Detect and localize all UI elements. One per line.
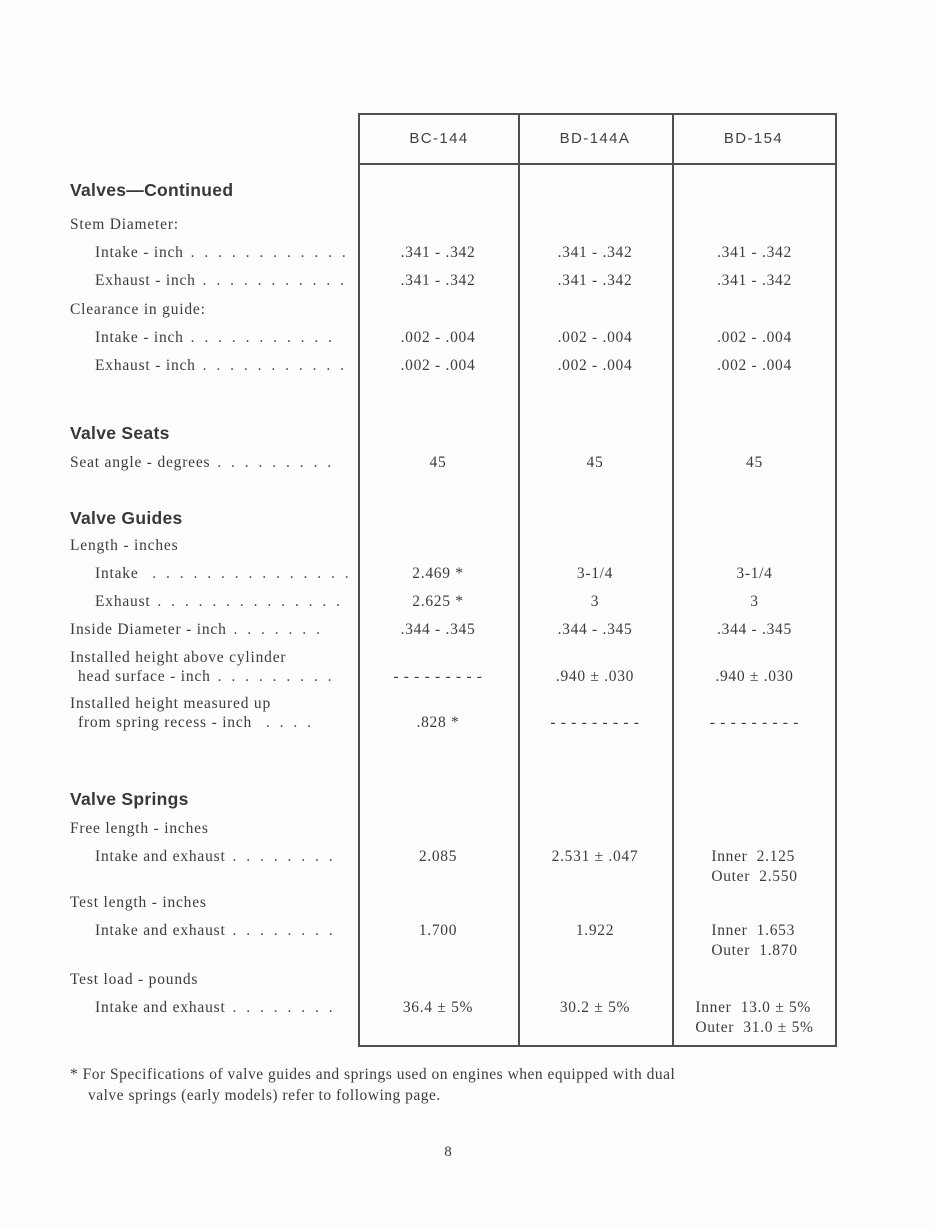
inner-outer-values — [695, 998, 813, 1037]
spec-label: Seat angle - degrees . . . . . . . . . — [70, 454, 335, 471]
page-number: 8 — [444, 1144, 452, 1160]
dot-leader: . . . . . . . . . . . — [183, 329, 335, 346]
value-bd154: .002 - .004 — [717, 329, 792, 346]
section-heading-valve-seats: Valve Seats — [70, 423, 170, 443]
spec-row-clearance-exhaust — [70, 356, 860, 376]
value-bc144: .344 - .345 — [400, 621, 476, 638]
value-bd154: - - - - - - - - - — [709, 714, 800, 731]
section-heading-valves: Valves—Continued — [70, 180, 234, 200]
dot-leader: . . . . — [252, 714, 314, 731]
spec-row-test-load — [70, 998, 860, 1040]
value-bc144: 2.469 * — [412, 565, 464, 582]
group-label-test-load: Test load - pounds — [70, 971, 199, 988]
dot-leader: . . . . . . . . . . . . . . . — [138, 565, 352, 582]
dot-leader: . . . . . . . . — [225, 922, 336, 939]
value-bd144a: 3-1/4 — [576, 565, 614, 582]
spec-row-clearance-intake — [70, 328, 860, 348]
dot-leader: . . . . . . . . . — [210, 454, 335, 471]
group-label-clearance: Clearance in guide: — [70, 301, 206, 318]
spec-row-stem-intake — [70, 243, 860, 263]
dot-leader: . . . . . . . . — [225, 999, 336, 1016]
spec-row-installed-height-recess — [70, 694, 860, 734]
spec-row-length-intake — [70, 564, 860, 584]
dot-leader: . . . . . . . . — [225, 848, 336, 865]
spec-label: Intake and exhaust . . . . . . . . — [95, 848, 336, 865]
spec-row-inside-diameter — [70, 620, 860, 640]
value-bd154: .341 - .342 — [717, 272, 792, 289]
value-bd154: .002 - .004 — [717, 357, 792, 374]
value-bd144a: 45 — [586, 454, 604, 471]
value-bd154: .344 - .345 — [717, 621, 792, 638]
value-bd144a: 2.531 ± .047 — [551, 848, 639, 865]
spec-label-line2: from spring recess - inch . . . . — [78, 714, 314, 731]
inner-outer-values — [711, 921, 797, 960]
spec-row-stem-exhaust — [70, 271, 860, 291]
spec-label: Intake - inch . . . . . . . . . . . — [95, 329, 335, 346]
footnote-line1: * For Specifications of valve guides and springs used on engines when equipped with dual — [70, 1066, 676, 1083]
spec-row-length-exhaust — [70, 592, 860, 612]
dot-leader: . . . . . . . . . — [210, 668, 335, 685]
value-bd154: 3 — [750, 593, 759, 610]
value-bd154 — [672, 921, 837, 961]
spec-label: Exhaust - inch . . . . . . . . . . . — [95, 272, 347, 289]
value-bc144: 1.700 — [418, 922, 458, 939]
outer-value: Outer 1.870 — [711, 941, 798, 959]
value-bc144: 2.625 * — [412, 593, 464, 610]
value-bd144a: .341 - .342 — [557, 244, 633, 261]
inner-value: Inner 2.125 — [711, 848, 796, 865]
dot-leader: . . . . . . . — [226, 621, 323, 638]
value-bd144a: .002 - .004 — [557, 357, 633, 374]
spec-label: Intake and exhaust . . . . . . . . — [95, 999, 336, 1016]
value-bd144a: - - - - - - - - - — [550, 714, 640, 731]
value-bd154: 45 — [746, 454, 763, 471]
dot-leader: . . . . . . . . . . . . — [183, 244, 349, 261]
value-bc144: .341 - .342 — [400, 272, 476, 289]
inner-value: Inner 1.653 — [711, 922, 796, 939]
column-header-bd144a: BD-144A — [559, 130, 631, 147]
value-bc144: 2.085 — [418, 848, 458, 865]
spec-label: Inside Diameter - inch . . . . . . . — [70, 621, 323, 638]
dot-leader: . . . . . . . . . . . — [195, 357, 347, 374]
spec-row-test-length — [70, 921, 860, 961]
spec-label: Intake - inch . . . . . . . . . . . . — [95, 244, 349, 261]
inner-outer-values — [711, 847, 797, 886]
value-bc144: .002 - .004 — [400, 329, 476, 346]
dot-leader: . . . . . . . . . . . — [195, 272, 347, 289]
outer-value: Outer 31.0 ± 5% — [695, 1018, 814, 1036]
value-bd154: .940 ± .030 — [715, 668, 794, 685]
spec-label: Intake . . . . . . . . . . . . . . . — [95, 565, 352, 582]
value-bc144: 45 — [429, 454, 447, 471]
value-bd144a: 1.922 — [575, 922, 615, 939]
column-header-bc144: BC-144 — [409, 130, 469, 147]
section-heading-valve-guides: Valve Guides — [70, 508, 183, 528]
value-bc144: .341 - .342 — [400, 244, 476, 261]
value-bd144a: .341 - .342 — [557, 272, 633, 289]
inner-value: Inner 13.0 ± 5% — [695, 999, 812, 1016]
footnote-line2: valve springs (early models) refer to following page. — [88, 1087, 441, 1104]
outer-value: Outer 2.550 — [711, 867, 798, 885]
dot-leader: . . . . . . . . . . . . . . — [150, 593, 344, 610]
spec-label-line1: Installed height above cylinder — [70, 649, 287, 666]
column-header-bd154: BD-154 — [723, 130, 784, 147]
spec-label: Exhaust - inch . . . . . . . . . . . — [95, 357, 347, 374]
value-bd154: .341 - .342 — [717, 244, 792, 261]
group-label-length: Length - inches — [70, 537, 179, 554]
value-bd144a: .002 - .004 — [557, 329, 633, 346]
value-bc144: - - - - - - - - - — [393, 668, 483, 685]
spec-row-seat-angle — [70, 453, 860, 473]
spec-label-line2: head surface - inch . . . . . . . . . — [78, 668, 335, 685]
header-divider — [360, 163, 835, 165]
group-label-stem-diameter: Stem Diameter: — [70, 216, 179, 233]
value-bd154 — [672, 998, 837, 1038]
value-bc144: .828 * — [416, 714, 460, 731]
spec-label: Intake and exhaust . . . . . . . . — [95, 922, 336, 939]
value-bd144a: .940 ± .030 — [555, 668, 635, 685]
spec-row-installed-height-surface — [70, 648, 860, 688]
value-bd144a: 30.2 ± 5% — [559, 999, 631, 1016]
group-label-free-length: Free length - inches — [70, 820, 209, 837]
value-bc144: .002 - .004 — [400, 357, 476, 374]
value-bd154 — [672, 847, 837, 887]
spec-row-free-length — [70, 847, 860, 887]
value-bd144a: 3 — [590, 593, 600, 610]
value-bd144a: .344 - .345 — [557, 621, 633, 638]
value-bd154: 3-1/4 — [736, 565, 773, 582]
value-bc144: 36.4 ± 5% — [402, 999, 474, 1016]
group-label-test-length: Test length - inches — [70, 894, 207, 911]
spec-label: Exhaust . . . . . . . . . . . . . . — [95, 593, 344, 610]
spec-label-line1: Installed height measured up — [70, 695, 272, 712]
section-heading-valve-springs: Valve Springs — [70, 789, 189, 809]
